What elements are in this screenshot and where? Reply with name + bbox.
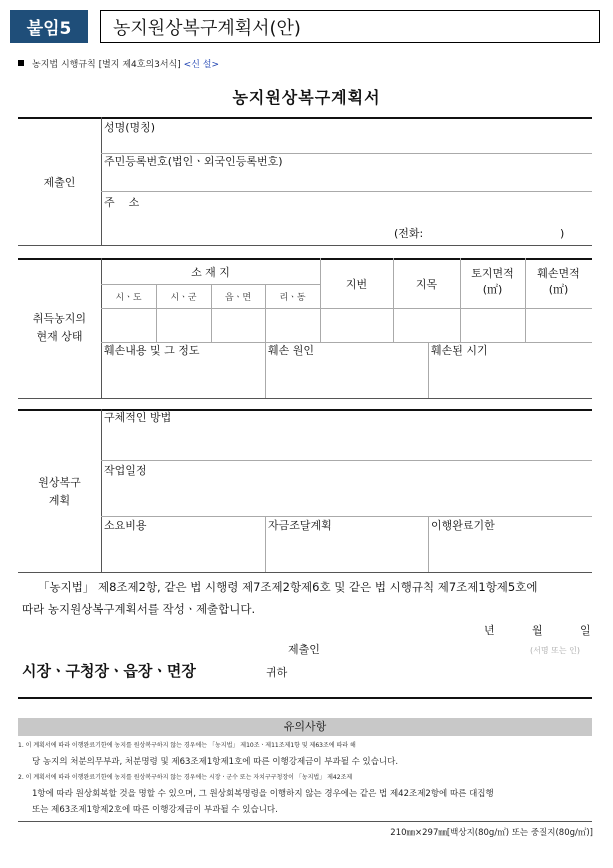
divider: [101, 460, 592, 461]
signature-hint: (서명 또는 인): [530, 646, 580, 655]
divider: [101, 516, 592, 517]
damaged-area-header: [525, 266, 592, 298]
land-area-line1: 토지면적: [471, 267, 514, 280]
restore-section-line2: 계획: [48, 494, 71, 507]
new-form-marker: <신 설>: [183, 60, 219, 70]
caution-item2-line1: 2. 이 계획서에 따라 이행완료기한에 농지를 원상복구하지 않는 경우에는 시장ㆍ군수 또는 자치구구청장이 「농지법」 제42조제: [18, 774, 353, 781]
caution-item2-line2: 1항에 따라 원상회복할 것을 명할 수 있으며, 그 원상회복명령을 이행하지 않는 경우에는 같은 법 제42조제2항에 따른 대집행: [32, 789, 494, 799]
location-header: 소 재 지: [191, 266, 230, 279]
recipient-title: 시장ㆍ구청장ㆍ읍장ㆍ면장: [22, 662, 196, 680]
square-bullet-icon: [18, 60, 24, 66]
divider: [101, 153, 592, 154]
land-category-header: 지목: [415, 278, 438, 291]
form-title: 농지원상복구계획서: [232, 88, 381, 107]
month-label: 월: [532, 624, 543, 637]
damage-content-label: 훼손내용 및 그 정도: [104, 344, 200, 357]
damaged-area-line1: 훼손면적: [537, 267, 580, 280]
form-reference-text: 농지법 시행규칙 [별지 제4호의3서식]: [32, 60, 181, 70]
attachment-badge: 붙임5: [10, 10, 88, 43]
declaration-line2: 따라 농지원상복구계획서를 작성ㆍ제출합니다.: [22, 602, 256, 616]
land-section-line2: 현재 상태: [36, 330, 83, 343]
phone-close: ): [560, 227, 565, 240]
restore-section-label: [18, 474, 101, 510]
applicant-section-label: 제출인: [43, 176, 76, 189]
land-area-header: [460, 266, 525, 298]
damaged-area-line2: (㎡): [548, 283, 569, 296]
registration-number-label: 주민등록번호(법인ㆍ외국인등록번호): [104, 155, 283, 168]
paper-spec-footer: 210㎜×297㎜[백상지(80g/㎡) 또는 중질지(80g/㎡)]: [390, 828, 593, 838]
submitter-label: 제출인: [288, 643, 320, 656]
restore-section-line1: 원상복구: [38, 476, 81, 489]
phone-label: (전화:: [394, 227, 424, 240]
divider: [101, 409, 102, 572]
year-label: 년: [484, 624, 495, 637]
land-section-label: [18, 310, 101, 346]
divider: [18, 245, 592, 246]
caution-header: 유의사항: [18, 718, 592, 736]
divider: [18, 572, 592, 573]
sub-col-village: 리ㆍ동: [279, 293, 306, 303]
lot-number-header: 지번: [345, 278, 368, 291]
day-label: 일: [580, 624, 591, 637]
honorific-label: 귀하: [266, 666, 288, 679]
divider: [18, 258, 592, 260]
address-label: 주 소: [104, 196, 140, 209]
schedule-label: 작업일정: [104, 464, 147, 477]
divider: [101, 342, 592, 343]
caution-item1-line1: 1. 이 계획서에 따라 이행완료기한에 농지를 원상복구하지 않는 경우에는 「농지법」 제10조ㆍ제11조제1항 및 제63조에 따라 해: [18, 742, 356, 749]
divider: [101, 308, 592, 309]
funding-label: 자금조달계획: [268, 519, 332, 532]
divider: [18, 697, 592, 699]
cost-label: 소요비용: [104, 519, 147, 532]
divider: [265, 342, 266, 398]
damage-time-label: 훼손된 시기: [431, 344, 488, 357]
method-label: 구체적인 방법: [104, 411, 172, 424]
divider: [428, 516, 429, 572]
divider: [101, 191, 592, 192]
form-reference-note: [18, 57, 219, 70]
document-title: 농지원상복구계획서(안): [100, 10, 600, 43]
divider: [393, 258, 394, 342]
declaration-line1: 「농지법」 제8조제2항, 같은 법 시행령 제7조제2항제6호 및 같은 법 시행규칙 제7조제1항제5호에: [38, 580, 538, 594]
name-label: 성명(명칭): [104, 121, 156, 134]
divider: [428, 342, 429, 398]
sub-col-province: 시ㆍ도: [115, 293, 142, 303]
divider: [101, 117, 102, 245]
caution-item1-line2: 당 농지의 처분의무부과, 처분명령 및 제63조제1항제1호에 따른 이행강제금이 부과될 수 있습니다.: [32, 757, 399, 767]
caution-item2-line3: 또는 제63조제1항제2호에 따른 이행강제금이 부과될 수 있습니다.: [32, 805, 278, 815]
land-section-line1: 취득농지의: [32, 312, 87, 325]
land-area-line2: (㎡): [482, 283, 503, 296]
sub-col-town: 읍ㆍ면: [224, 293, 252, 303]
divider: [18, 398, 592, 399]
damage-cause-label: 훼손 원인: [268, 344, 315, 357]
divider: [320, 258, 321, 342]
deadline-label: 이행완료기한: [431, 519, 495, 532]
divider: [265, 516, 266, 572]
divider: [18, 117, 592, 119]
sub-col-city: 시ㆍ군: [170, 293, 197, 303]
divider: [18, 821, 592, 822]
